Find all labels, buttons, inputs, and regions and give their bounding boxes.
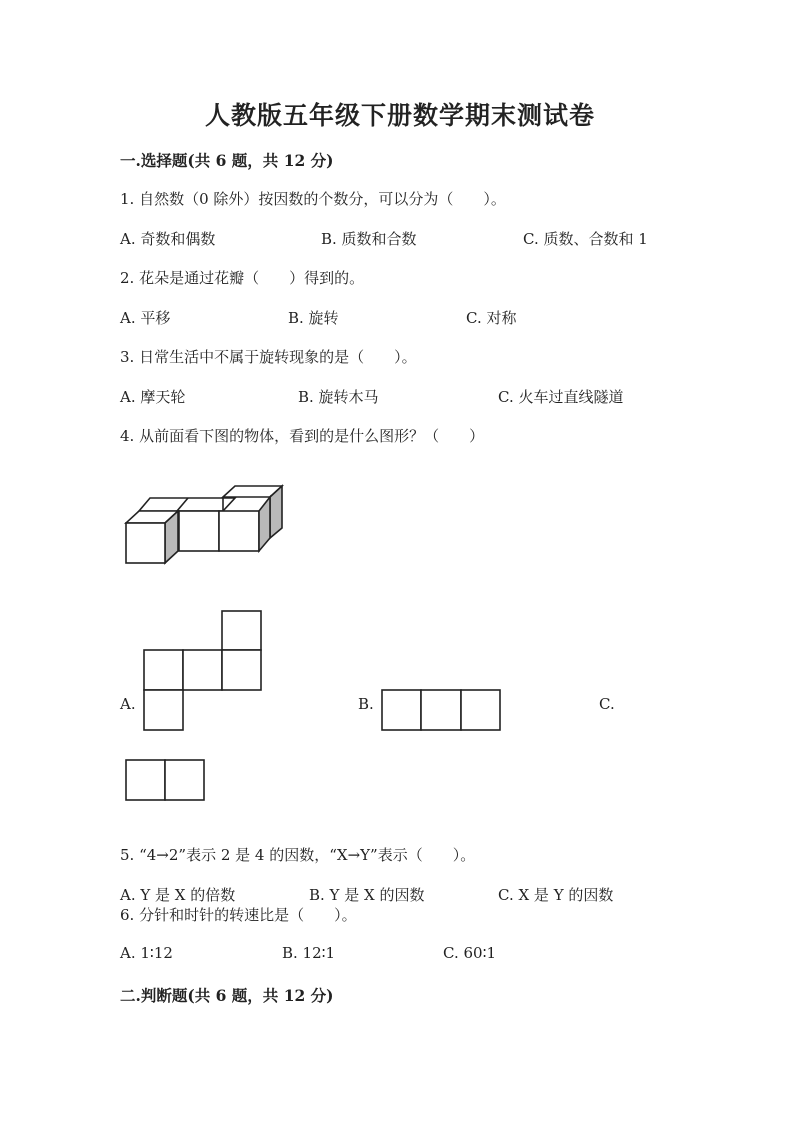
q5-option-b: B. Y 是 X 的因数 bbox=[309, 886, 425, 904]
q6-option-c: C. 60∶1 bbox=[443, 944, 497, 962]
page-title: 人教版五年级下册数学期末测试卷 bbox=[204, 101, 595, 130]
question-4: 4. 从前面看下图的物体，看到的是什么图形？（ ） bbox=[120, 427, 485, 445]
q3-option-c: C. 火车过直线隧道 bbox=[498, 388, 624, 406]
question-2: 2. 花朵是通过花瓣（ ）得到的。 bbox=[120, 269, 365, 287]
q2-option-b: B. 旋转 bbox=[288, 309, 339, 327]
question-3: 3. 日常生活中不属于旋转现象的是（ ）。 bbox=[120, 348, 417, 366]
section-heading-choice: 一.选择题(共 6 题，共 12 分) bbox=[120, 151, 334, 170]
q1-option-a: A. 奇数和偶数 bbox=[120, 230, 216, 248]
question-5: 5. “4→2”表示 2 是 4 的因数，“X→Y”表示（ ）。 bbox=[120, 846, 476, 864]
q3-option-b: B. 旋转木马 bbox=[298, 388, 379, 406]
section-heading-judgement: 二.判断题(共 6 题，共 12 分) bbox=[120, 986, 334, 1005]
q2-option-c: C. 对称 bbox=[466, 309, 517, 327]
q6-option-b: B. 12∶1 bbox=[282, 944, 336, 962]
q4-option-a: A. bbox=[120, 695, 136, 713]
q6-option-a: A. 1∶12 bbox=[120, 944, 173, 962]
q1-option-b: B. 质数和合数 bbox=[321, 230, 417, 248]
q3-option-a: A. 摩天轮 bbox=[120, 388, 186, 406]
q5-option-c: C. X 是 Y 的因数 bbox=[498, 886, 614, 904]
q4-option-b: B. bbox=[358, 695, 374, 713]
q4-option-c: C. bbox=[599, 695, 615, 713]
question-1: 1. 自然数（0 除外）按因数的个数分，可以分为（ ）。 bbox=[120, 190, 506, 208]
q2-option-a: A. 平移 bbox=[120, 309, 171, 327]
q1-option-c: C. 质数、合数和 1 bbox=[523, 230, 648, 248]
q5-option-a: A. Y 是 X 的倍数 bbox=[120, 886, 236, 904]
question-6: 6. 分针和时针的转速比是（ ）。 bbox=[120, 906, 357, 924]
